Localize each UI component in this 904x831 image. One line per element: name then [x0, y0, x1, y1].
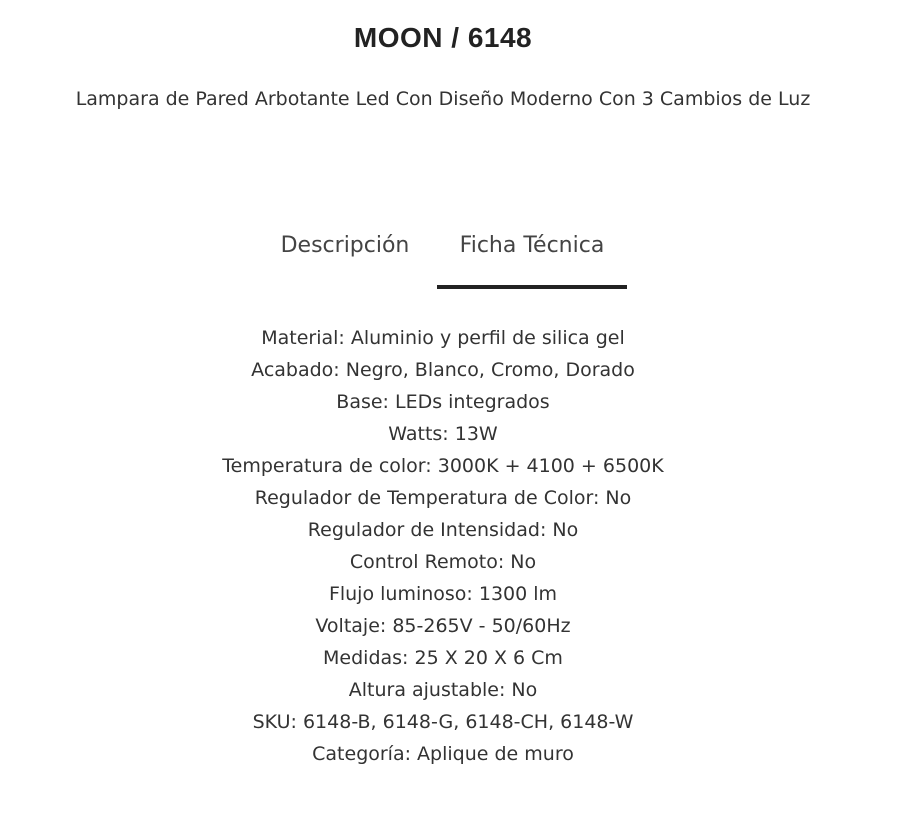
product-tabs — [0, 222, 904, 292]
spec-flujo-luminoso: Flujo luminoso: 1300 lm — [328, 583, 558, 605]
spec-control-remoto: Control Remoto: No — [349, 551, 537, 573]
product-title: MOON / 6148 — [353, 22, 533, 53]
spec-base: Base: LEDs integrados — [336, 391, 550, 413]
spec-list — [0, 322, 886, 770]
tab-descripcion[interactable] — [268, 222, 422, 292]
product-subtitle: Lampara de Pared Arbotante Led Con Diseño Moderno Con 3 Cambios de Luz — [75, 88, 811, 110]
spec-categoria: Categoría: Aplique de muro — [312, 743, 574, 765]
spec-altura-ajustable: Altura ajustable: No — [348, 679, 538, 701]
spec-temperatura-color: Temperatura de color: 3000K + 4100 + 6500K — [222, 455, 664, 477]
spec-acabado: Acabado: Negro, Blanco, Cromo, Dorado — [251, 359, 635, 381]
tab-ficha-tecnica[interactable] — [437, 222, 627, 292]
spec-regulador-intensidad: Regulador de Intensidad: No — [307, 519, 579, 541]
spec-material: Material: Aluminio y perfil de silica gel — [261, 327, 625, 349]
spec-regulador-temperatura: Regulador de Temperatura de Color: No — [254, 487, 632, 509]
spec-watts: Watts: 13W — [388, 423, 498, 445]
tab-ficha-tecnica-label: Ficha Técnica — [459, 233, 605, 258]
spec-sku: SKU: 6148-B, 6148-G, 6148-CH, 6148-W — [252, 711, 634, 733]
tab-descripcion-label: Descripción — [280, 233, 410, 258]
active-tab-indicator — [437, 285, 627, 289]
spec-medidas: Medidas: 25 X 20 X 6 Cm — [323, 647, 563, 669]
spec-voltaje: Voltaje: 85-265V - 50/60Hz — [315, 615, 571, 637]
